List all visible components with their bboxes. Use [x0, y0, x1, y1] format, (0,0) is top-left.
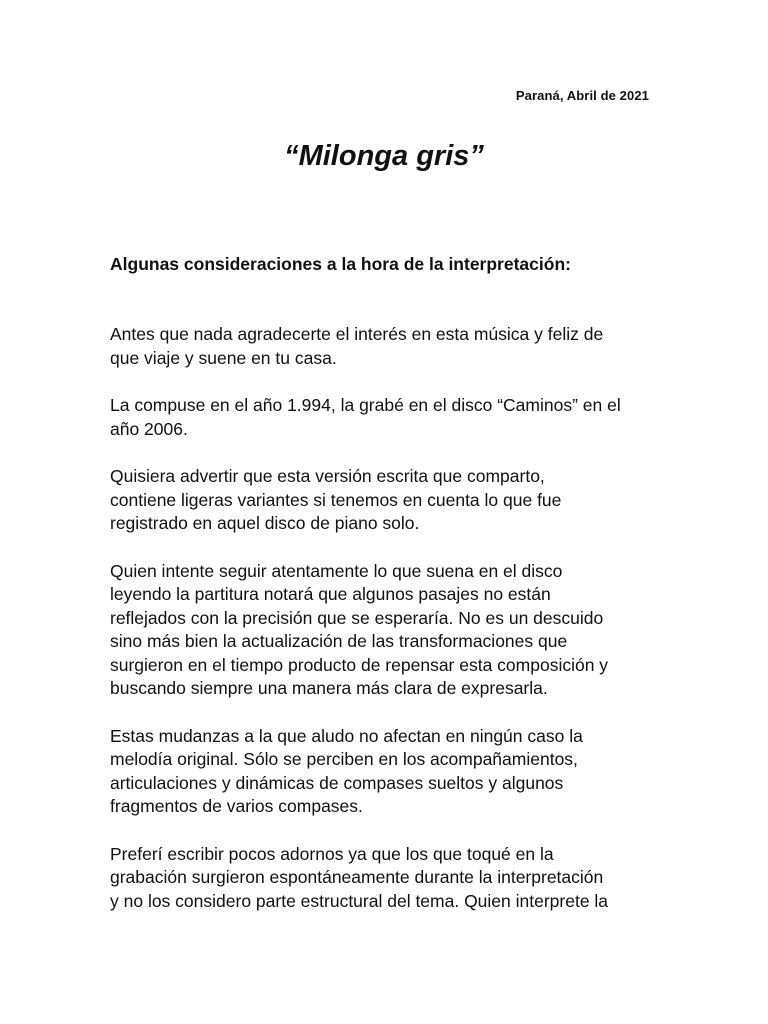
paragraph-2: La compuse en el año 1.994, la grabé en el disco “Caminos” en el año 2006. [110, 395, 621, 439]
paragraph-4: Quien intente seguir atentamente lo que suena en el disco leyendo la partitura notará que algunos pasajes no están reflejados con la precisión que se esperaría. No es un descuido sino más bien la actualización de las transformaciones que surgieron en el tiempo producto de repensar esta composición y buscando siempre una manera más clara de expresarla. [110, 560, 609, 698]
paragraph-6: Preferí escribir pocos adornos ya que los que toqué en la grabación surgieron espontáneamente durante la interpretación y no los considero parte estructural del tema. Quien interprete la [110, 843, 609, 911]
document-title: “Milonga gris” [284, 140, 484, 172]
paragraph-3: Quisiera advertir que esta versión escrita que comparto, contiene ligeras variantes si tenemos en cuenta lo que fue registrado en aquel disco de piano solo. [110, 466, 562, 533]
paragraph-1: Antes que nada agradecerte el interés en esta música y feliz de que viaje y suene en tu casa. [110, 324, 604, 368]
date-line: Paraná, Abril de 2021 [515, 88, 649, 103]
paragraph-5: Estas mudanzas a la que aludo no afectan en ningún caso la melodía original. Sólo se perciben en los acompañamientos, articulaciones y dinámicas de compases sueltos y algunos fragmentos de varios compases. [110, 725, 583, 816]
body-text [110, 323, 670, 937]
section-heading: Algunas consideraciones a la hora de la interpretación: [110, 254, 571, 274]
